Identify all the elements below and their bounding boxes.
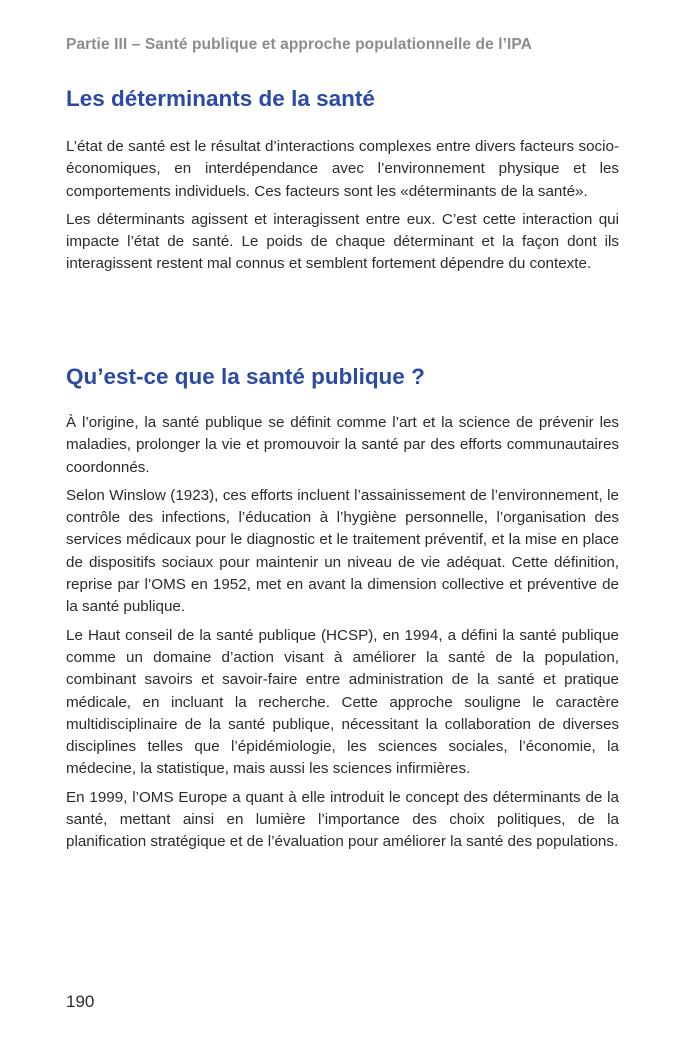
paragraph: Selon Winslow (1923), ces efforts incluent l’assainissement de l’environnement, le contrôle des infections, l’éducation à l’hygiène personnelle, l’organisation des services médicaux pour le diagnostic et le traitement préventif, et la mise en place de dispositifs sociaux pour maintenir un niveau de vie adéquat. Cette définition, reprise par l’OMS en 1952, met en avant la dimension collective et préventive de la santé publique.	[66, 486, 619, 616]
paragraph: Les déterminants agissent et interagissent entre eux. C’est cette interaction qui impacte l’état de santé. Le poids de chaque déterminant et la façon dont ils interagissent restent mal connus et semblent fortement dépendre du contexte.	[66, 210, 619, 273]
paragraph: À l’origine, la santé publique se définit comme l’art et la science de prévenir les maladies, prolonger la vie et promouvoir la santé par des efforts communautaires coordonnés.	[66, 414, 619, 476]
paragraph: Le Haut conseil de la santé publique (HCSP), en 1994, a défini la santé publique comme un domaine d’action visant à améliorer la santé de la population, combinant savoirs et savoir-faire entre administration de la santé et pratique médicale, en incluant la recherche. Cette approche souligne le caractère multidisciplinaire de la santé publique, nécessitant la collaboration de diverses disciplines telles que l’épidémiologie, les sciences sociales, l’économie, la médecine, la statistique, mais aussi les sciences infirmières.	[66, 626, 619, 778]
section-body-determinants	[66, 136, 619, 282]
section-title-determinants: Les déterminants de la santé	[66, 86, 375, 111]
running-header: Partie III – Santé publique et approche populationnelle de l’IPA	[66, 36, 533, 53]
section-body-public-health	[66, 412, 619, 860]
page-number: 190	[66, 992, 95, 1011]
book-page	[66, 0, 619, 1047]
paragraph: En 1999, l’OMS Europe a quant à elle introduit le concept des déterminants de la santé, mettant ainsi en lumière l’importance des choix politiques, de la planification stratégique et de l’évaluation pour améliorer la santé des populations.	[66, 788, 619, 851]
paragraph: L’état de santé est le résultat d’interactions complexes entre divers facteurs socio-économiques, en interdépendance avec l’environnement physique et les comportements individuels. Ces facteurs sont les «déterminants de la santé».	[66, 138, 619, 200]
section-title-public-health: Qu’est-ce que la santé publique ?	[66, 364, 425, 389]
